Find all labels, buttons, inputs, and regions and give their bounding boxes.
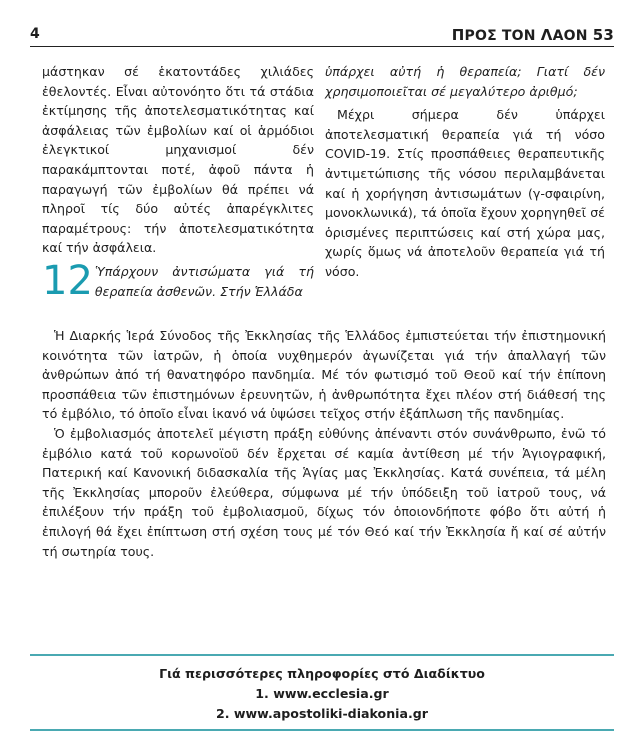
title-part-2: ΑΟΝ — [552, 28, 588, 44]
footer-heading: Γιά περισσότερες πληροφορίες στό Διαδίκτυο — [159, 666, 485, 681]
footer-link-apostoliki[interactable]: 2. www.apostoliki-diakonia.gr — [215, 706, 428, 721]
footer-bottom-rule — [30, 729, 614, 731]
closing-section — [42, 326, 606, 561]
question-text-end: ὑπάρχει αὐτή ἡ θεραπεία; Γιατί δέν χρησιμοποιεῖται σέ μεγαλύτερο ἀριθμό; — [325, 64, 605, 99]
left-paragraph: μάστηκαν σέ ἑκατοντάδες χιλιάδες ἐθελοντές. Εἶναι αὐτονόητο ὅτι τά στάδια ἐκτίμησης τῆς ἀποτελεσματικότητας καί ἀσφάλειας τῶν ἐμβολίων καί οἱ ἁρμόδιοι ἐλεγκτικοί μηχανισμοί δέν παρακάμπτονται ποτέ, ἀφοῦ πάντα ἡ παραγωγή τῶν ἐμβολίων θά πρέπει νά πληροῖ τίς δύο αὐτές ἀπαρέγκλιτες παραμέτρους: τήν ἀποτελεσματικότητα καί τήν ἀσφάλεια. — [42, 64, 314, 256]
title-initial-2: Λ — [540, 26, 553, 44]
page-header — [30, 20, 614, 46]
closing-paragraph-1: Ἡ Διαρκής Ἱερά Σύνοδος τῆς Ἐκκλησίας τῆς Ἑλλάδος ἐμπιστεύεται τήν ἐπιστημονική κοινότητα τῶν ἰατρῶν, ἡ ὁποία νυχθημερόν ἀγωνίζεται γιά τήν ἀπαλλαγή τῶν ἀνθρώπων ἀπό τή θανατηφόρο πανδημία. Μέ τόν φωτισμό τοῦ Θεοῦ καί τήν ἐπίπονη προσπάθεια τῶν ἐπιστημόνων ἐρευνητῶν, ἡ ἀνθρωπότητα ἔχει πλέον στή διάθεσή της τό ἐμβόλιο, τό ὁποῖο εἶναι ἱκανό νά ὑψώσει τεῖχος στήν ἐξάπλωση τῆς πανδημίας. — [42, 328, 606, 422]
question-text-start: Ὑπάρχουν ἀντισώματα γιά τή θεραπεία ἀσθενῶν. Στήν Ἑλλάδα — [94, 263, 314, 299]
title-part-1: ΡΟΣ ΤΟΝ — [464, 28, 541, 44]
issue-number: 53 — [592, 26, 614, 44]
footer-top-rule — [30, 654, 614, 656]
question-number: 12 — [42, 257, 93, 304]
question-12 — [42, 257, 314, 304]
header-rule — [30, 46, 614, 47]
right-column — [325, 62, 605, 282]
title-initial-1: Π — [451, 26, 465, 44]
answer-paragraph: Μέχρι σήμερα δέν ὑπάρχει ἀποτελεσματική θεραπεία γιά τή νόσο COVID-19. Στίς προσπάθειες θεραπευτικῆς ἀντιμετώπισης τῆς νόσου περιλαμβάνεται καί ἡ χορήγηση ἀντισωμάτων (γ-σφαιρίνη, μονοκλωνικά), τά ὁποῖα ἔχουν χορηγηθεῖ σέ ὁρισμένες περιπτώσεις καί στή χώρα μας, χωρίς ὅμως νά ἀποτελοῦν θεραπεία γιά τή νόσο. — [325, 107, 605, 279]
publication-title — [452, 26, 614, 44]
page-number: 4 — [30, 26, 40, 42]
footer-box — [30, 664, 614, 724]
closing-paragraph-2: Ὁ ἐμβολιασμός ἀποτελεῖ μέγιστη πράξη εὐθύνης ἀπέναντι στόν συνάνθρωπο, ἐνῶ τό ἐμβόλιο κατά τοῦ κορωνοϊοῦ δέν ἔρχεται σέ καμία ἀντίθεση μέ τήν Ἁγιογραφική, Πατερική καί Κανονική διδασκαλία τῆς Ἁγίας μας Ἐκκλησίας. Κατά συνέπεια, τά μέλη τῆς Ἐκκλησίας μποροῦν ἐλεύθερα, σύμφωνα μέ τήν ὑπόδειξη τοῦ ἰατροῦ τους, νά ἐπιλέξουν τήν πράξη τοῦ ἐμβολιασμοῦ, δίχως τόν ὁποιονδήποτε φόβο ὅτι αὐτή ἡ ἐπιλογή θά ἔχει ἐπίπτωση στή σχέση τους μέ τόν Θεό καί τήν Ἐκκλησία ἤ καί σέ αὐτήν τή σωτηρία τους. — [42, 425, 606, 559]
left-column — [42, 62, 314, 304]
footer-link-ecclesia[interactable]: 1. www.ecclesia.gr — [255, 686, 389, 701]
